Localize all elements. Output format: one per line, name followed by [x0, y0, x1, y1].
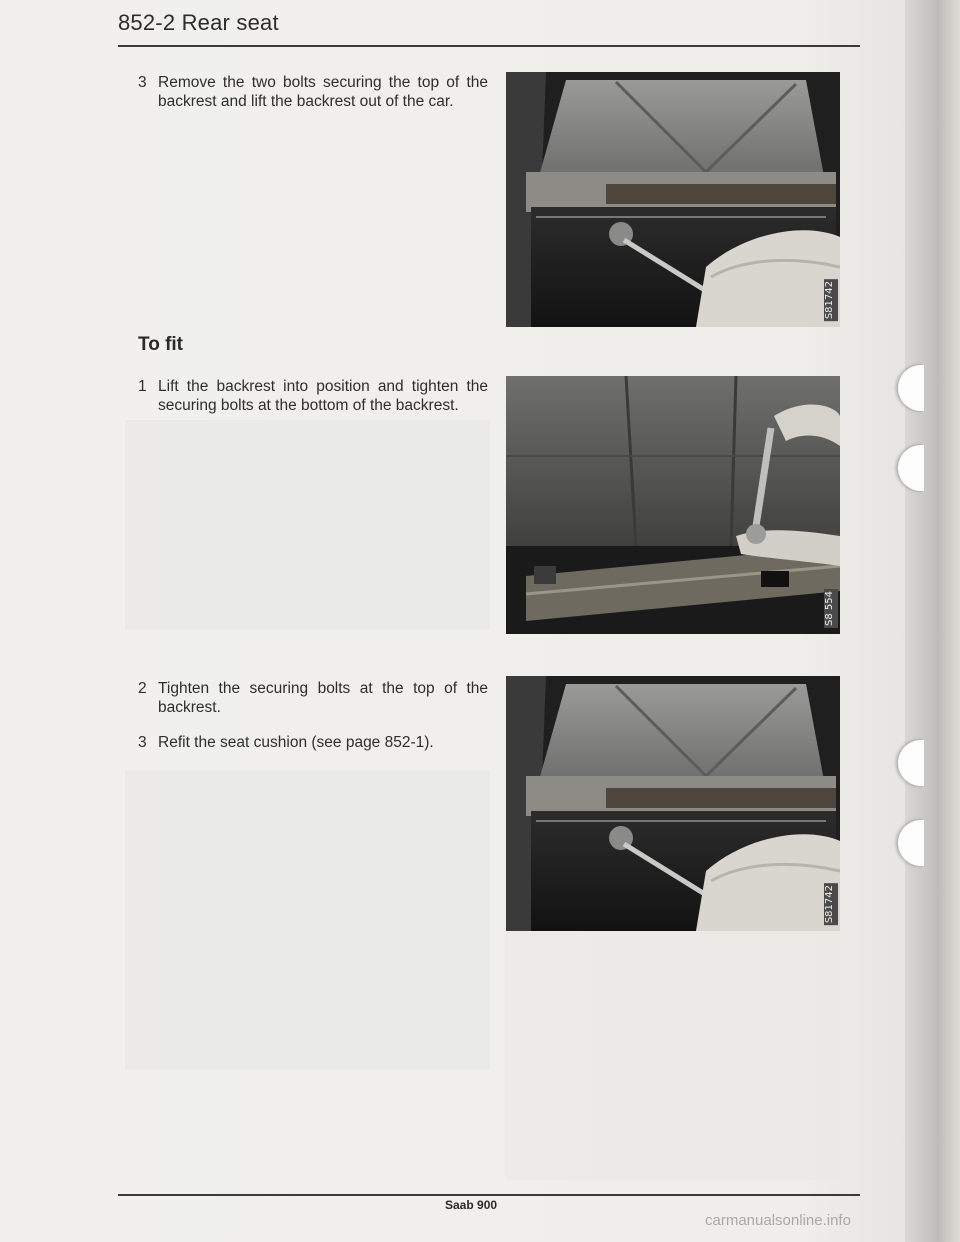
step-text: Lift the backrest into position and tighten the securing bolts at the bottom of the backrest. [158, 378, 488, 414]
footer-divider [118, 1194, 860, 1196]
binder-edge [905, 0, 960, 1242]
show-through-artwork [125, 420, 490, 630]
footer-model: Saab 900 [445, 1198, 498, 1212]
step-number: 1 [138, 378, 147, 395]
photo-remove-backrest-bolts [506, 72, 840, 327]
photo-tighten-lower-bolts [506, 376, 840, 634]
step-number: 3 [138, 734, 147, 751]
show-through-artwork [505, 930, 845, 1180]
photo-reference: S81742 [824, 883, 838, 925]
photo-illustration [506, 376, 840, 634]
photo-reference: S81742 [824, 279, 838, 321]
step-fit-3 [138, 733, 488, 752]
step-text: Tighten the securing bolts at the top of the backrest. [158, 680, 488, 716]
watermark: carmanualsonline.info [705, 1212, 851, 1229]
step-remove-3 [138, 73, 488, 111]
photo-reference: S8 554 [824, 589, 838, 628]
section-heading-to-fit: To fit [138, 334, 184, 355]
photo-tighten-top-bolts [506, 676, 840, 931]
step-text: Remove the two bolts securing the top of the backrest and lift the backrest out of the car. [158, 74, 488, 110]
step-number: 2 [138, 680, 147, 697]
page-title: 852-2 Rear seat [118, 10, 279, 35]
photo-illustration [506, 72, 840, 327]
step-number: 3 [138, 74, 147, 91]
step-fit-2 [138, 679, 488, 717]
photo-illustration [506, 676, 840, 931]
step-text: Refit the seat cushion (see page 852-1). [158, 734, 434, 751]
show-through-artwork [125, 770, 490, 1070]
header-divider [118, 45, 860, 47]
step-fit-1 [138, 377, 488, 415]
